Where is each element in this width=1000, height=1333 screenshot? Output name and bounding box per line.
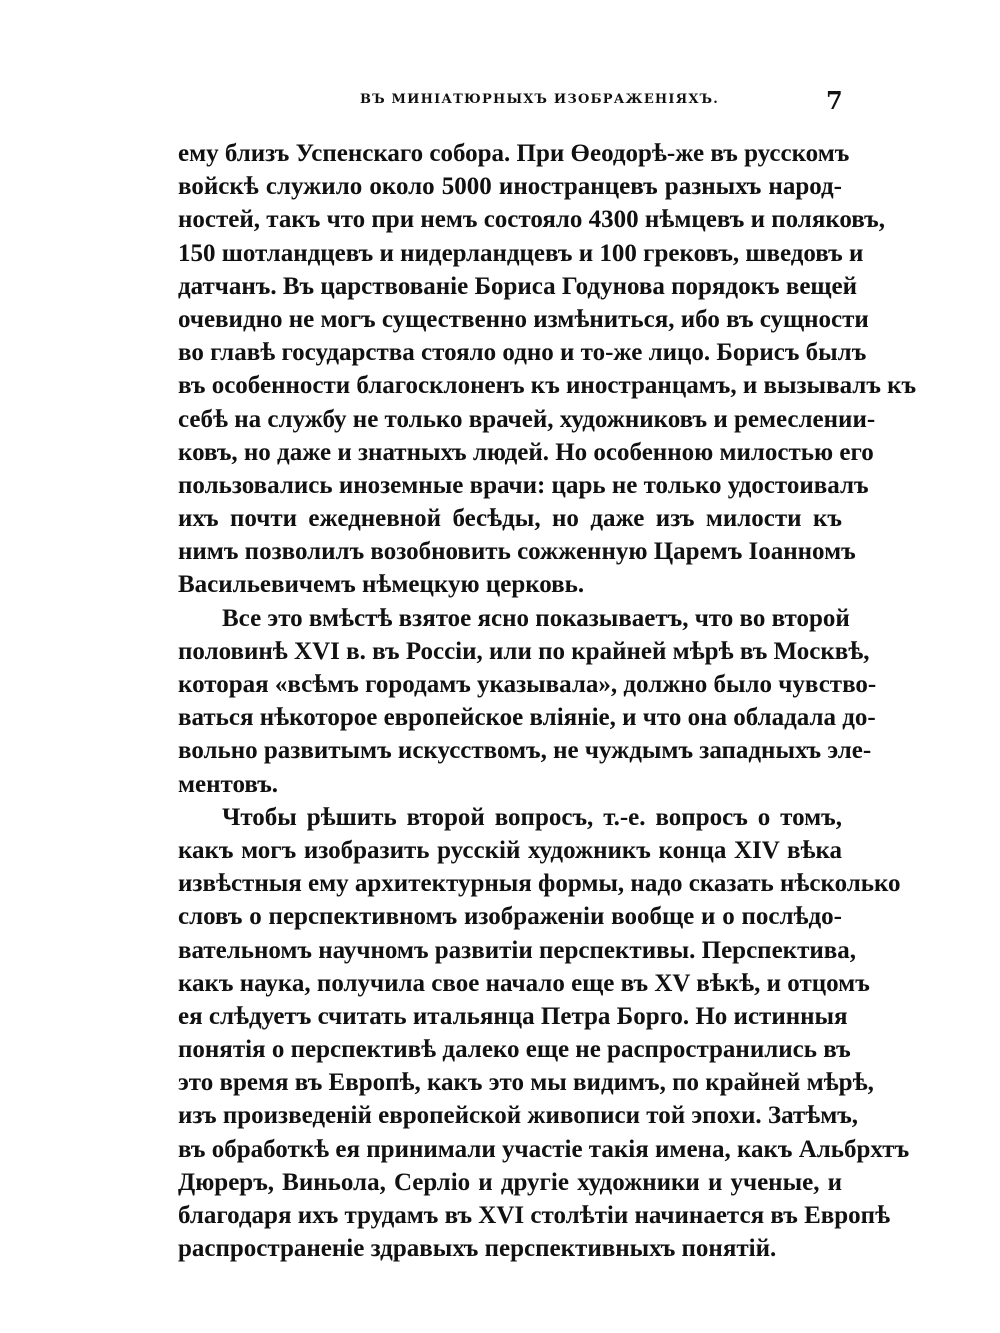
text-line: нимъ позволилъ возобновить сожженную Царемъ Iоанномъ — [178, 538, 856, 566]
text-line: вольно развитымъ искусствомъ, не чуждымъ западныхъ эле- — [178, 737, 872, 765]
text-line: ностей, такъ что при немъ состояло 4300 нѣмцевъ и поляковъ, — [178, 206, 886, 234]
text-line: пользовались иноземные врачи: царь не только удостоивалъ — [178, 471, 869, 499]
text-line: войскѣ служило около 5000 иностранцевъ разныхъ народ- — [178, 173, 842, 201]
text-line: понятiя о перспективѣ далеко еще не распространились въ — [178, 1036, 851, 1064]
text-line: въ особенности благосклоненъ къ иностранцамъ, и вызывалъ къ — [178, 372, 917, 400]
text-line: во главѣ государства стояло одно и то-же лицо. Борисъ былъ — [178, 339, 867, 367]
text-line: ихъ почти ежедневной бесѣды, но даже изъ милости къ — [178, 505, 842, 533]
text-line: въ обработкѣ ея принимали участiе такiя имена, какъ Альбрхтъ — [178, 1135, 910, 1163]
text-line: словъ о перспективномъ изображенiи вообще и о послѣдо- — [178, 903, 842, 931]
text-line: извѣстныя ему архитектурныя формы, надо сказать нѣсколько — [178, 870, 901, 898]
text-line: ваться нѣкоторое европейское влiянiе, и что она обладала до- — [178, 704, 876, 732]
text-line: Все это вмѣстѣ взятое ясно показываетъ, что во второй — [222, 604, 850, 632]
text-line: половинѣ XVI в. въ Россiи, или по крайней мѣрѣ въ Москвѣ, — [178, 637, 870, 665]
text-line: ковъ, но даже и знатныхъ людей. Но особенною милостью его — [178, 438, 874, 466]
text-line: 150 шотландцевъ и нидерландцевъ и 100 грековъ, шведовъ и — [178, 239, 864, 267]
body-text — [178, 137, 917, 1265]
text-line: Васильевичемъ нѣмецкую церковь. — [178, 571, 585, 599]
text-line: ему близъ Успенскаго собора. При Өеодорѣ-же въ русскомъ — [178, 140, 850, 167]
running-title: ВЪ МИНIАТЮРНЫХЪ ИЗОБРАЖЕНIЯХЪ. — [360, 92, 720, 107]
text-line: себѣ на службу не только врачей, художниковъ и ремеслении- — [178, 405, 876, 433]
text-line: благодаря ихъ трудамъ въ XVI столѣтiи начинается въ Европѣ — [178, 1202, 891, 1229]
text-line: распространенiе здравыхъ перспективныхъ понятiй. — [178, 1235, 777, 1263]
text-line: Дюреръ, Виньола, Серлiо и другiе художники и ученые, и — [178, 1168, 842, 1196]
text-line: Чтобы рѣшить второй вопросъ, т.-е. вопросъ о томъ, — [222, 803, 842, 831]
text-line: ея слѣдуетъ считать итальянца Петра Борго. Но истинныя — [178, 1002, 848, 1030]
text-line: это время въ Европѣ, какъ это мы видимъ, по крайней мѣрѣ, — [178, 1069, 874, 1097]
text-line: изъ произведенiй европейской живописи той эпохи. Затѣмъ, — [178, 1102, 859, 1130]
text-line: очевидно не могъ существенно измѣниться, ибо въ сущности — [178, 305, 869, 333]
text-line: какъ могъ изобразить русскiй художникъ конца XIV вѣка — [178, 836, 842, 864]
text-line: вательномъ научномъ развитiи перспективы. Перспектива, — [178, 936, 857, 964]
page-number: 7 — [826, 86, 843, 115]
text-line: какъ наука, получила свое начало еще въ XV вѣкѣ, и отцомъ — [178, 969, 870, 997]
paragraph-3 — [178, 801, 910, 1266]
text-line: ментовъ. — [178, 770, 279, 798]
text-line: датчанъ. Въ царствованiе Бориса Годунова порядокъ вещей — [178, 272, 858, 300]
paragraph-2 — [178, 602, 877, 801]
text-line: которая «всѣмъ городамъ указывала», должно было чувство- — [178, 671, 877, 698]
paragraph-1 — [178, 137, 917, 602]
